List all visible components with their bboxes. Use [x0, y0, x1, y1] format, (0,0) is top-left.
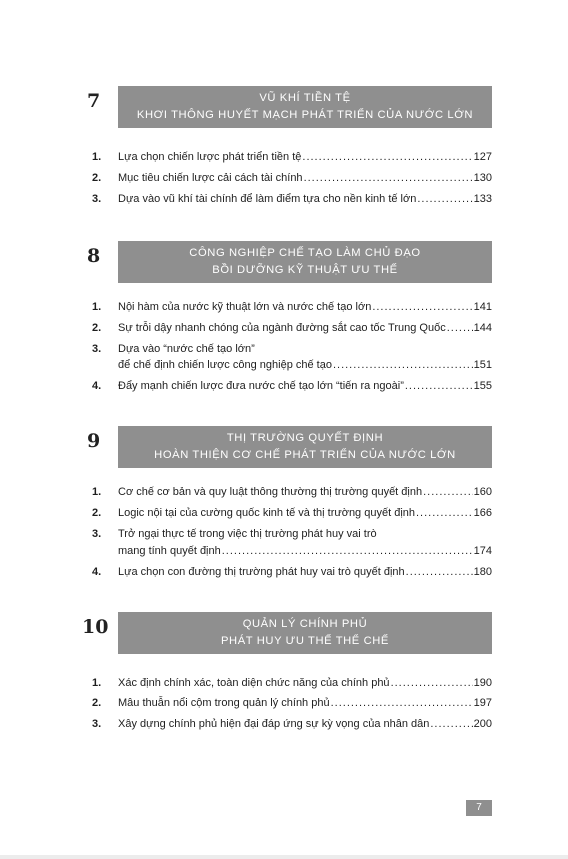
entry-page: 166	[473, 507, 492, 519]
chapter-title-line1: QUẢN LÝ CHÍNH PHỦ	[242, 618, 368, 630]
entry-title: Lựa chọn con đường thị trường phát huy vai trò quyết định	[118, 566, 405, 578]
entry-title: Lựa chọn chiến lược phát triển tiền tệ	[118, 151, 302, 163]
entry-page: 174	[473, 545, 492, 557]
entry-page: 130	[473, 172, 492, 184]
toc-entry[interactable]	[0, 343, 568, 359]
chapter-banner	[118, 612, 492, 654]
entry-title: Dựa vào vũ khí tài chính để làm điểm tựa cho nền kinh tế lớn	[118, 193, 417, 205]
entry-page: 190	[473, 677, 492, 689]
toc-entry[interactable]	[0, 677, 568, 693]
entry-title: Sự trỗi dậy nhanh chóng của ngành đường sắt cao tốc Trung Quốc	[118, 322, 446, 334]
toc-entry[interactable]	[0, 566, 568, 582]
chapter-number: 7	[87, 90, 101, 112]
chapter-number: 8	[87, 245, 101, 267]
entry-number: 1.	[92, 486, 102, 498]
entry-title: Xác định chính xác, toàn diện chức năng của chính phủ	[118, 677, 390, 689]
entry-number: 2.	[92, 172, 102, 184]
chapter-title-line1: VŨ KHÍ TIỀN TỆ	[259, 92, 351, 104]
page-bottom-edge	[0, 855, 568, 859]
entry-number: 1.	[92, 677, 102, 689]
chapter-title-line2: BỒI DƯỠNG KỸ THUẬT ƯU THẾ	[212, 264, 398, 276]
entry-page: 127	[473, 151, 492, 163]
chapter-banner	[118, 86, 492, 128]
entry-page: 160	[473, 486, 492, 498]
entry-number: 4.	[92, 566, 102, 578]
entry-page: 155	[473, 380, 492, 392]
entry-title: Logic nội tại của cường quốc kinh tế và thị trường quyết định	[118, 507, 415, 519]
entry-page: 141	[473, 301, 492, 313]
entry-page: 144	[473, 322, 492, 334]
chapter-title-line1: CÔNG NGHIỆP CHẾ TẠO LÀM CHỦ ĐẠO	[189, 247, 421, 259]
dot-leader	[391, 677, 473, 689]
entry-title: Cơ chế cơ bản và quy luật thông thường thị trường quyết định	[118, 486, 423, 498]
dot-leader	[423, 486, 473, 498]
toc-entry[interactable]	[0, 486, 568, 502]
chapter-number: 9	[87, 430, 101, 452]
dot-leader	[302, 151, 472, 163]
chapter-title-line2: KHƠI THÔNG HUYẾT MẠCH PHÁT TRIỂN CỦA NƯỚC LỚN	[136, 109, 474, 121]
entry-page: 200	[473, 718, 492, 730]
entry-title: Mâu thuẫn nổi cộm trong quản lý chính phủ	[118, 697, 330, 709]
entry-number: 3.	[92, 193, 102, 205]
entry-title: Mục tiêu chiến lược cải cách tài chính	[118, 172, 303, 184]
toc-entry[interactable]	[0, 718, 568, 734]
toc-entry[interactable]	[0, 322, 568, 338]
entry-page: 133	[473, 193, 492, 205]
dot-leader	[372, 301, 472, 313]
entry-title: Nội hàm của nước kỹ thuật lớn và nước chế tạo lớn	[118, 301, 372, 313]
dot-leader	[405, 380, 473, 392]
entry-number: 2.	[92, 507, 102, 519]
entry-title-first-line: Trở ngại thực tế trong việc thị trường phát huy vai trò	[118, 528, 377, 540]
chapter-banner	[118, 426, 492, 468]
dot-leader	[447, 322, 473, 334]
toc-entry[interactable]	[0, 301, 568, 317]
toc-entry[interactable]	[0, 193, 568, 209]
entry-page: 180	[473, 566, 492, 578]
dot-leader	[304, 172, 473, 184]
toc-entry-continued[interactable]	[0, 359, 568, 375]
entry-number: 3.	[92, 528, 102, 540]
entry-title: Xây dựng chính phủ hiện đại đáp ứng sự kỳ vọng của nhân dân	[118, 718, 430, 730]
entry-title: để chế định chiến lược công nghiệp chế tạo	[118, 359, 332, 371]
chapter-title-line2: PHÁT HUY ƯU THẾ THỂ CHẾ	[221, 635, 389, 647]
entry-number: 1.	[92, 151, 102, 163]
dot-leader	[430, 718, 472, 730]
toc-entry[interactable]	[0, 528, 568, 544]
entry-number: 2.	[92, 322, 102, 334]
dot-leader	[417, 193, 472, 205]
dot-leader	[406, 566, 473, 578]
entry-number: 1.	[92, 301, 102, 313]
dot-leader	[222, 545, 473, 557]
chapter-title-line1: THỊ TRƯỜNG QUYẾT ĐỊNH	[226, 432, 384, 444]
entry-title: Đẩy mạnh chiến lược đưa nước chế tạo lớn “tiến ra ngoài”	[118, 380, 404, 392]
chapter-number: 10	[82, 616, 109, 638]
entry-number: 3.	[92, 343, 102, 355]
entry-number: 2.	[92, 697, 102, 709]
chapter-title-line2: HOÀN THIỆN CƠ CHẾ PHÁT TRIỂN CỦA NƯỚC LỚN	[154, 449, 456, 461]
dot-leader	[333, 359, 473, 371]
toc-entry[interactable]	[0, 697, 568, 713]
toc-entry[interactable]	[0, 380, 568, 396]
entry-number: 4.	[92, 380, 102, 392]
chapter-banner	[118, 241, 492, 283]
toc-entry[interactable]	[0, 507, 568, 523]
toc-entry-continued[interactable]	[0, 545, 568, 561]
entry-title-first-line: Dựa vào “nước chế tạo lớn”	[118, 343, 255, 355]
page-number-badge: 7	[466, 800, 492, 816]
dot-leader	[331, 697, 473, 709]
toc-entry[interactable]	[0, 172, 568, 188]
dot-leader	[416, 507, 473, 519]
entry-page: 197	[473, 697, 492, 709]
entry-page: 151	[473, 359, 492, 371]
entry-title: mang tính quyết định	[118, 545, 221, 557]
toc-entry[interactable]	[0, 151, 568, 167]
entry-number: 3.	[92, 718, 102, 730]
